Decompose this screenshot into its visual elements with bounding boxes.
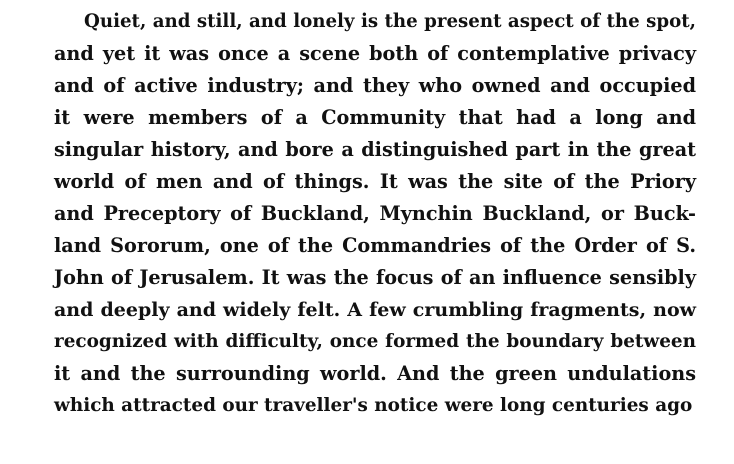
text-line: and of active industry; and they who owned and occupied: [54, 74, 696, 97]
text-line: it and the surrounding world. And the green undulations: [54, 362, 696, 385]
body-paragraph: [54, 6, 696, 422]
text-line: and yet it was once a scene both of contemplative privacy: [54, 42, 696, 65]
text-line: recognized with difficulty, once formed the boundary between: [54, 331, 696, 352]
text-line: it were members of a Community that had a long and: [54, 106, 696, 129]
text-line: Quiet, and still, and lonely is the present aspect of the spot,: [84, 11, 696, 32]
text-line: John of Jerusalem. It was the focus of an influence sensibly: [54, 266, 696, 289]
text-line: land Sororum, one of the Commandries of the Order of S.: [54, 234, 696, 257]
text-line: world of men and of things. It was the site of the Priory: [54, 170, 696, 193]
text-line: singular history, and bore a distinguished part in the great: [54, 138, 696, 161]
text-line: and deeply and widely felt. A few crumbling fragments, now: [54, 299, 696, 321]
text-line: which attracted our traveller's notice were long centuries ago: [54, 395, 693, 416]
text-line: and Preceptory of Buckland, Mynchin Buckland, or Buck-: [54, 202, 696, 225]
